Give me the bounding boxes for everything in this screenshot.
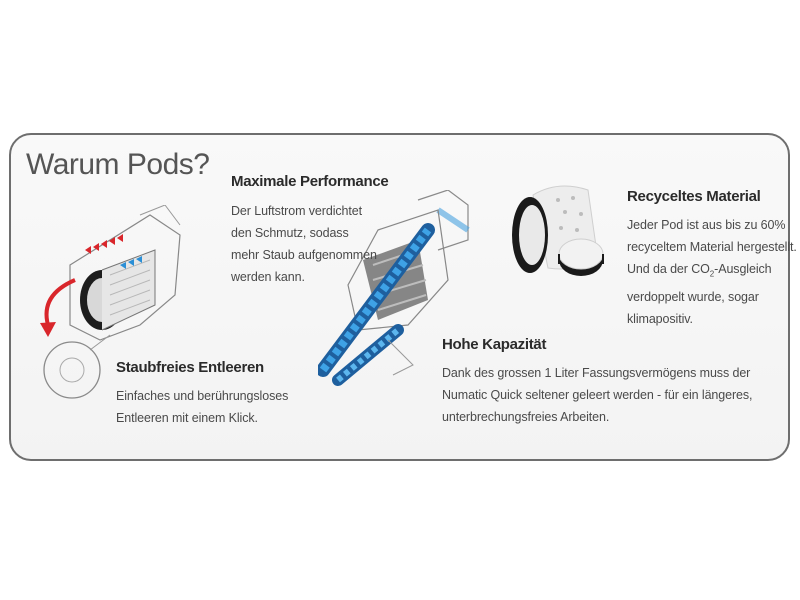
feature-title-recycled: Recyceltes Material [627, 188, 761, 205]
feature-text-capacity [442, 362, 752, 428]
text-line-co2-suffix: -Ausgleich [714, 262, 772, 276]
text-line-co2 [627, 258, 797, 286]
feature-title-emptying: Staubfreies Entleeren [116, 359, 264, 376]
text-line: werden kann. [231, 270, 305, 284]
feature-title-performance: Maximale Performance [231, 173, 389, 190]
text-line: klimapositiv. [627, 311, 693, 326]
text-line: verdoppelt wurde, sogar [627, 289, 759, 304]
text-line-co2-prefix: Und da der CO [627, 262, 710, 276]
text-line: den Schmutz, sodass [231, 226, 349, 240]
text-line: Dank des grossen 1 Liter Fassungsvermögens muss der [442, 366, 751, 380]
feature-title-capacity: Hohe Kapazität [442, 336, 547, 353]
text-line: Entleeren mit einem Klick. [116, 411, 258, 425]
feature-text-recycled [627, 214, 797, 330]
text-line: Numatic Quick seltener geleert werden - für ein längeres, [442, 388, 753, 402]
text-line: unterbrechungsfreies Arbeiten. [442, 410, 610, 424]
text-line: Jeder Pod ist aus bis zu 60% [627, 218, 786, 232]
feature-text-performance [231, 200, 377, 288]
text-line-co2-sub: 2 [709, 269, 715, 279]
text-line: Der Luftstrom verdichtet [231, 204, 362, 218]
feature-text-emptying [116, 385, 288, 429]
text-line: Einfaches und berührungsloses [116, 389, 289, 403]
text-line: mehr Staub aufgenommen [231, 248, 377, 262]
pod-illustration [503, 180, 613, 295]
page-title: Warum Pods? [26, 148, 210, 181]
text-line: recyceltem Material hergestellt. [627, 240, 797, 254]
